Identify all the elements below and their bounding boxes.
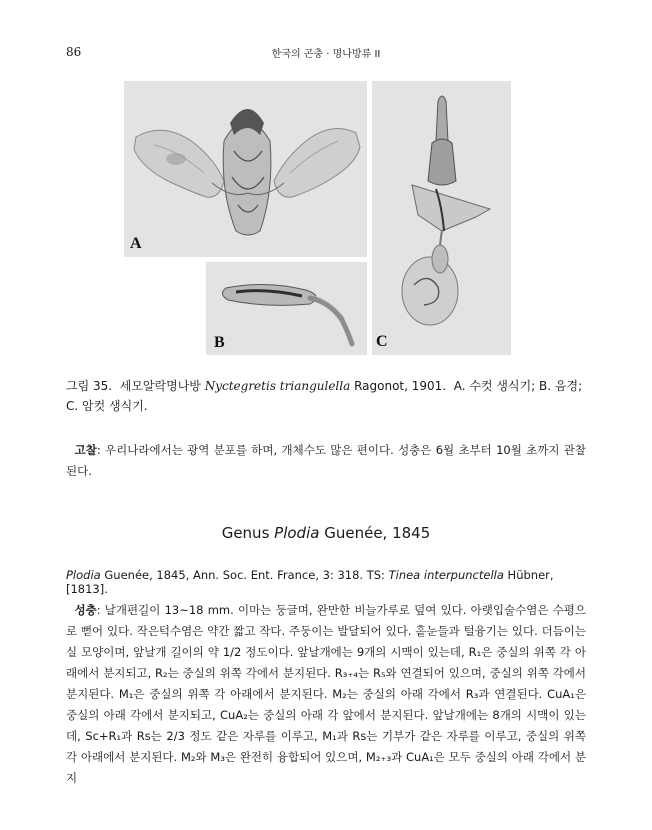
remarks-label: 고찰 <box>74 443 97 457</box>
caption-parts: A. 수컷 생식기; B. 음경; C. 암컷 생식기. <box>66 379 583 413</box>
panel-label-a: A <box>130 235 142 252</box>
citation-genus: Plodia <box>66 568 101 582</box>
caption-korean-name: 세모알락명나방 <box>119 379 201 393</box>
caption-prefix: 그림 35. <box>66 379 113 393</box>
panel-label-c: C <box>376 333 388 350</box>
figure-panel-a <box>124 81 367 257</box>
running-head: 한국의 곤충 · 명나방류 II <box>271 49 381 60</box>
figure-panel-c <box>372 81 511 355</box>
citation-text: Guenée, 1845, Ann. Soc. Ent. France, 3: 318. TS: <box>100 568 389 582</box>
male-genitalia-image <box>124 81 367 257</box>
citation-type-author: Hübner, [1813]. <box>66 568 554 596</box>
genus-heading <box>0 524 652 542</box>
citation-type-species: Tinea interpunctella <box>388 568 504 582</box>
figure-panel-b <box>206 262 367 355</box>
figure-caption <box>66 376 586 416</box>
genus-citation <box>66 568 586 596</box>
adult-label: 성충 <box>74 603 97 617</box>
genus-prefix: Genus <box>221 524 270 542</box>
aedeagus-image <box>206 262 367 355</box>
genus-name: Plodia <box>274 524 320 542</box>
female-genitalia-image <box>372 81 511 355</box>
genus-author: Guenée, 1845 <box>324 524 431 542</box>
caption-scientific-name: Nyctegretis triangulella <box>204 379 351 393</box>
remarks-text: : 우리나라에서는 광역 분포를 하며, 개체수도 많은 편이다. 성충은 6월 초부터 10월 초까지 관찰된다. <box>66 443 587 478</box>
remarks-paragraph <box>66 440 586 482</box>
adult-text: : 날개편길이 13~18 mm. 이마는 둥글며, 완만한 비늘가루로 덮여 있다. 아랫입술수염은 수평으로 뻗어 있다. 작은턱수염은 약간 짧고 작다. 주둥이는 발달되어 있다. 홑눈들과 털융기는 있다. 더듬이는 실 모양이며, 앞날개 길이의 약 1/2 정도이다. 앞날개에는 9개의 시맥이 있는데, R₁은 중실의 위쪽 각 아래에서 분지되고, R₂는 중실의 위쪽 각에서 분지된다. R₃₊₄는 R₅와 연결되어 있으며, 중실의 위쪽 각에서 분지된다. M₁은 중실의 위쪽 각 아래에서 분지된다. M₂는 중실의 아래 각에서 R₃과 연결된다. CuA₁은 중실의 아래 각에서 분지되고, CuA₂는 중실의 아래 각 앞에서 분지된다. 앞날개에는 8개의 시맥이 있는데, Sc+R₁과 Rs는 2/3 정도 같은 자루를 이루고, M₁과 Rs는 기부가 같은 자루를 이루고, 중실의 위쪽 각 아래에서 분지된다. M₂와 M₃은 완전히 융합되어 있으며, M₂₊₃과 CuA₁은 모두 중실의 아래 각에서 분지 <box>66 603 586 785</box>
caption-author: Ragonot, 1901. <box>354 379 447 393</box>
panel-label-b: B <box>214 334 225 351</box>
page-number: 86 <box>66 45 82 59</box>
adult-description-paragraph <box>66 600 586 789</box>
